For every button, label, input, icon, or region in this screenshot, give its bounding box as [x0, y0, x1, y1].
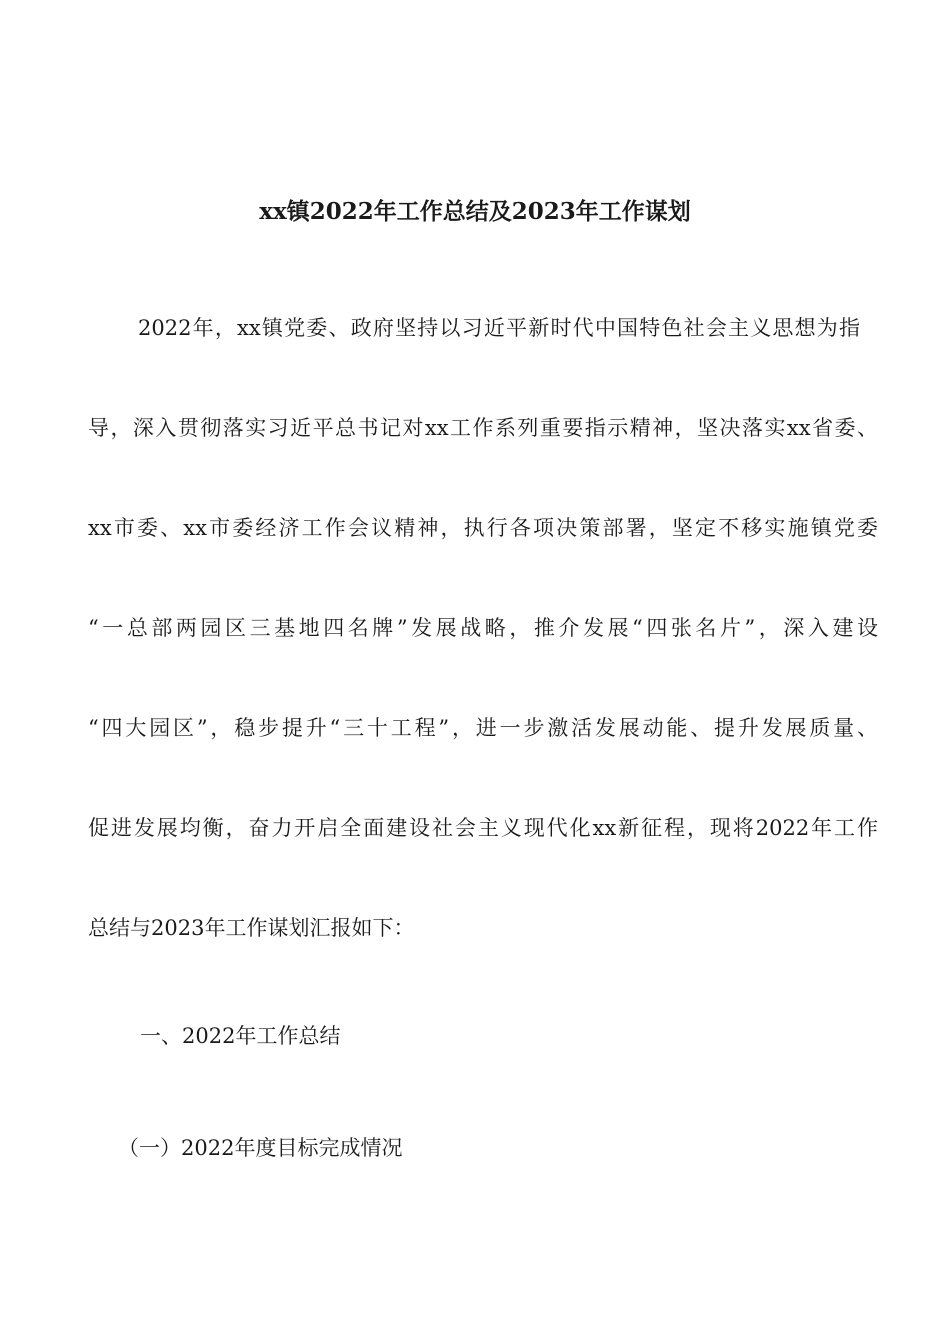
intro-line-2: 导，深入贯彻落实习近平总书记对xx工作系列重要指示精神，坚决落实xx省委、: [88, 416, 878, 440]
intro-line-5: “四大园区”，稳步提升“三十工程”，进一步激活发展动能、提升发展质量、: [88, 716, 878, 740]
intro-line-3: xx市委、xx市委经济工作会议精神，执行各项决策部署，坚定不移实施镇党委: [88, 516, 878, 540]
subsection-heading: （一）2022年度目标完成情况: [118, 1136, 403, 1160]
intro-line-7: 总结与2023年工作谋划汇报如下：: [88, 916, 415, 940]
document-title: xx镇2022年工作总结及2023年工作谋划: [259, 198, 691, 225]
section-heading: 一、2022年工作总结: [140, 1024, 341, 1048]
intro-line-6: 促进发展均衡，奋力开启全面建设社会主义现代化xx新征程，现将2022年工作: [88, 816, 878, 840]
intro-line-4: “一总部两园区三基地四名牌”发展战略，推介发展“四张名片”，深入建设: [88, 616, 878, 640]
intro-line-1: 2022年，xx镇党委、政府坚持以习近平新时代中国特色社会主义思想为指: [138, 316, 860, 340]
